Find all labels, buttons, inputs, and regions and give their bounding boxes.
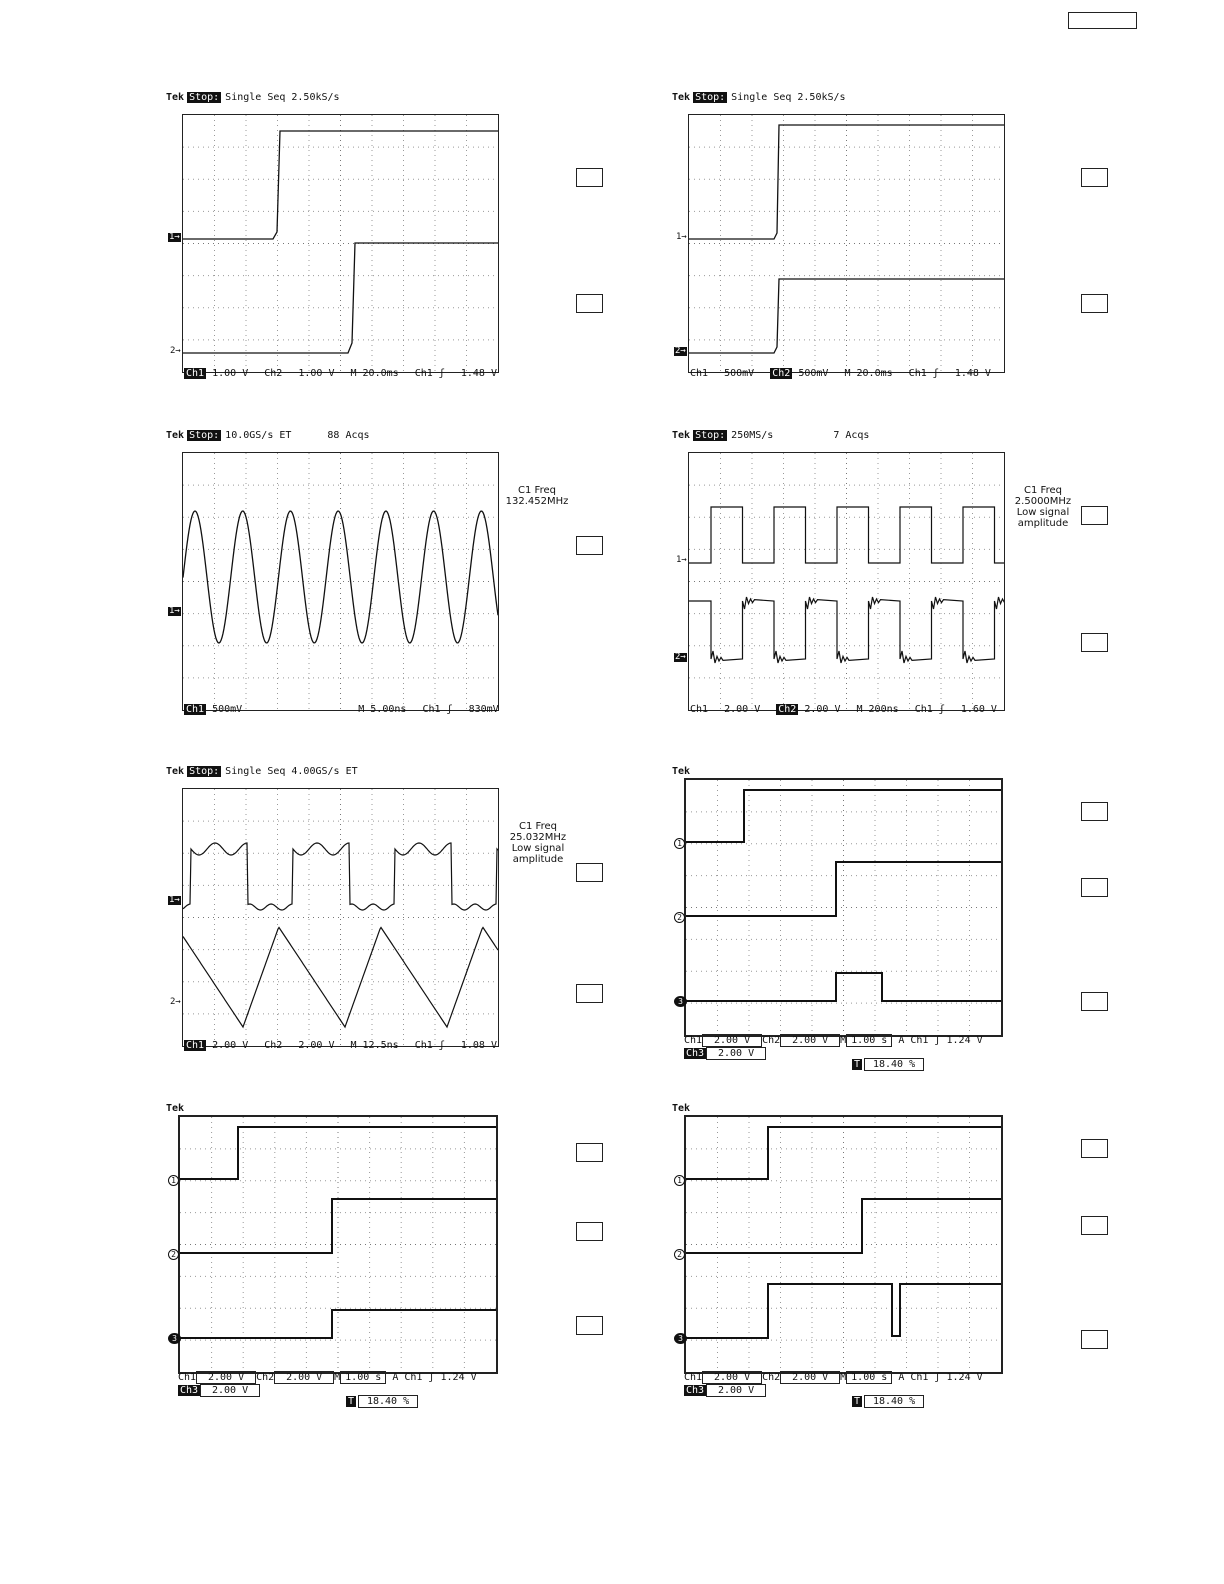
ch1-marker: 1→ bbox=[169, 232, 180, 242]
timebase-label: M bbox=[334, 1372, 341, 1383]
timebase: M 20.0ms bbox=[844, 368, 893, 379]
ch2-label: Ch2 bbox=[778, 704, 797, 715]
ch1-label: Ch1 bbox=[186, 704, 205, 715]
brand-label: Tek bbox=[166, 430, 185, 441]
trigger-level: 1.08 V bbox=[460, 1040, 497, 1051]
waveform-area bbox=[180, 1117, 496, 1372]
ch2-marker: 2 bbox=[674, 1249, 685, 1260]
acq-state: A bbox=[898, 1372, 905, 1383]
ch3-trace bbox=[686, 973, 1001, 1001]
scope-footer bbox=[178, 1371, 477, 1384]
ch2-label: Ch2 bbox=[762, 1035, 781, 1046]
trigger-position bbox=[852, 1058, 924, 1071]
ch1-label: Ch1 bbox=[684, 1372, 703, 1383]
ch2-label: Ch2 bbox=[264, 1040, 283, 1051]
scope-7 bbox=[166, 1101, 526, 1407]
page-number-box bbox=[1068, 12, 1137, 29]
signal-note: Low signal bbox=[1016, 507, 1070, 518]
ch3-trace bbox=[180, 1310, 496, 1338]
scope-footer-row2 bbox=[178, 1384, 260, 1397]
trigger-icon: T bbox=[348, 1396, 355, 1407]
ch1-label: Ch1 bbox=[186, 368, 205, 379]
ch2-trace bbox=[183, 928, 498, 1028]
acq-state: A bbox=[898, 1035, 905, 1046]
callout-box bbox=[1081, 168, 1108, 187]
graticule bbox=[182, 452, 499, 711]
ch2-scale: 2.00 V bbox=[298, 1040, 335, 1051]
freq-value: 2.5000MHz bbox=[1014, 496, 1072, 507]
brand-label: Tek bbox=[672, 1103, 691, 1114]
scope-footer bbox=[684, 1034, 983, 1047]
acq-mode: Single Seq bbox=[225, 92, 286, 103]
trigger-position bbox=[852, 1395, 924, 1408]
brand-label: Tek bbox=[166, 92, 185, 103]
ch2-label: Ch2 bbox=[762, 1372, 781, 1383]
trigger-level: 1.48 V bbox=[954, 368, 991, 379]
timebase: M 200ns bbox=[856, 704, 899, 715]
scope-header bbox=[166, 92, 340, 103]
sample-rate: 10.0GS/s ET bbox=[225, 430, 292, 441]
ch2-scale: 2.00 V bbox=[780, 1371, 840, 1384]
ch3-marker: 3 bbox=[674, 996, 687, 1007]
signal-note: amplitude bbox=[1017, 518, 1069, 529]
status-badge: Stop: bbox=[189, 766, 220, 777]
ch1-label: Ch1 bbox=[186, 1040, 205, 1051]
waveform-area bbox=[689, 453, 1004, 710]
scope-footer bbox=[184, 704, 499, 715]
ch3-label: Ch3 bbox=[686, 1385, 705, 1396]
ch3-scale: 2.00 V bbox=[706, 1047, 766, 1060]
trigger-level: 1.60 V bbox=[960, 704, 997, 715]
callout-box bbox=[576, 536, 603, 555]
callout-box bbox=[1081, 802, 1108, 821]
scope-header bbox=[166, 430, 370, 441]
trigger-source: Ch1 ʃ bbox=[908, 368, 939, 379]
status-badge: Stop: bbox=[189, 92, 220, 103]
callout-box bbox=[1081, 506, 1108, 525]
graticule bbox=[688, 114, 1005, 373]
waveform-area bbox=[689, 115, 1004, 372]
ch1-marker: 1→ bbox=[676, 232, 687, 242]
freq-annotation bbox=[1006, 485, 1080, 529]
waveform-area bbox=[183, 789, 498, 1046]
ch1-marker: 1→ bbox=[169, 606, 180, 616]
brand-label: Tek bbox=[166, 1103, 185, 1114]
trigger-level: 1.24 V bbox=[946, 1035, 983, 1046]
timebase-label: M bbox=[840, 1035, 847, 1046]
callout-box bbox=[576, 863, 603, 882]
status-badge: Stop: bbox=[695, 92, 726, 103]
scope-header bbox=[166, 766, 358, 777]
freq-value: 132.452MHz bbox=[505, 496, 569, 507]
acq-mode: Single Seq bbox=[731, 92, 792, 103]
trigger-icon: T bbox=[854, 1059, 861, 1070]
graticule bbox=[684, 1115, 1003, 1374]
ch1-trace bbox=[689, 125, 1004, 239]
trigger-percent: 18.40 % bbox=[864, 1395, 924, 1408]
sample-rate: 2.50kS/s bbox=[291, 92, 340, 103]
callout-box bbox=[576, 984, 603, 1003]
ch1-label: Ch1 bbox=[684, 1035, 703, 1046]
ch2-scale: 500mV bbox=[798, 368, 829, 379]
ch2-scale: 1.00 V bbox=[298, 368, 335, 379]
graticule bbox=[182, 788, 499, 1047]
callout-box bbox=[1081, 633, 1108, 652]
scope-footer-row2 bbox=[684, 1047, 766, 1060]
graticule bbox=[182, 114, 499, 373]
status-badge: Stop: bbox=[695, 430, 726, 441]
scope-header bbox=[672, 1103, 693, 1114]
scope-footer bbox=[184, 1040, 497, 1051]
ch1-trace bbox=[689, 507, 1004, 563]
ch1-scale: 1.00 V bbox=[212, 368, 249, 379]
ch1-marker: 1→ bbox=[676, 555, 687, 565]
ch2-marker: 2→ bbox=[675, 652, 686, 662]
callout-box bbox=[576, 168, 603, 187]
callout-box bbox=[1081, 992, 1108, 1011]
brand-label: Tek bbox=[672, 430, 691, 441]
ch2-marker: 2→ bbox=[170, 346, 181, 356]
freq-value: 25.032MHz bbox=[509, 832, 567, 843]
timebase: 1.00 s bbox=[846, 1371, 892, 1384]
scope-footer-row2 bbox=[684, 1384, 766, 1397]
waveform-area bbox=[183, 115, 498, 372]
graticule bbox=[688, 452, 1005, 711]
scope-footer bbox=[690, 368, 991, 379]
signal-note: Low signal bbox=[511, 843, 565, 854]
timebase: M 5.00ns bbox=[358, 704, 407, 715]
freq-annotation bbox=[502, 485, 572, 507]
freq-label: C1 Freq bbox=[519, 821, 557, 832]
ch3-label: Ch3 bbox=[686, 1048, 705, 1059]
sample-rate: 4.00GS/s ET bbox=[291, 766, 358, 777]
ch2-scale: 2.00 V bbox=[804, 704, 841, 715]
graticule bbox=[178, 1115, 498, 1374]
timebase-label: M bbox=[840, 1372, 847, 1383]
trigger-percent: 18.40 % bbox=[358, 1395, 418, 1408]
trigger-level: 830mV bbox=[468, 704, 499, 715]
ch1-marker: 1 bbox=[674, 838, 685, 849]
brand-label: Tek bbox=[166, 766, 185, 777]
trigger-source: Ch1 ʃ bbox=[914, 704, 945, 715]
ch1-scale: 500mV bbox=[212, 704, 243, 715]
trigger-position bbox=[346, 1395, 418, 1408]
scope-footer bbox=[690, 704, 997, 715]
acq-count: 7 Acqs bbox=[833, 430, 870, 441]
callout-box bbox=[576, 1316, 603, 1335]
trigger-source: Ch1 ʃ bbox=[414, 1040, 445, 1051]
scope-2 bbox=[672, 90, 1032, 390]
ch3-label: Ch3 bbox=[180, 1385, 199, 1396]
acq-mode: Single Seq bbox=[225, 766, 286, 777]
trigger-icon: T bbox=[854, 1396, 861, 1407]
ch1-scale: 2.00 V bbox=[212, 1040, 249, 1051]
ch1-marker: 1 bbox=[168, 1175, 179, 1186]
ch1-scale: 2.00 V bbox=[702, 1371, 762, 1384]
signal-note: amplitude bbox=[512, 854, 564, 865]
ch1-scale: 2.00 V bbox=[196, 1371, 256, 1384]
timebase: M 20.0ms bbox=[350, 368, 399, 379]
ch2-marker: 2 bbox=[674, 912, 685, 923]
ch2-trace bbox=[183, 243, 498, 353]
callout-box bbox=[576, 1143, 603, 1162]
scope-footer bbox=[684, 1371, 983, 1384]
trigger-source: Ch1 ʃ bbox=[422, 704, 453, 715]
scope-header bbox=[672, 430, 869, 441]
timebase: 1.00 s bbox=[340, 1371, 386, 1384]
trigger-percent: 18.40 % bbox=[864, 1058, 924, 1071]
ch1-label: Ch1 bbox=[178, 1372, 197, 1383]
callout-box bbox=[1081, 878, 1108, 897]
ch2-label: Ch2 bbox=[772, 368, 791, 379]
waveform-area bbox=[686, 780, 1001, 1035]
timebase: 1.00 s bbox=[846, 1034, 892, 1047]
scope-6 bbox=[672, 764, 1032, 1070]
ch1-marker: 1 bbox=[674, 1175, 685, 1186]
callout-box bbox=[1081, 294, 1108, 313]
callout-box bbox=[1081, 1216, 1108, 1235]
scope-header bbox=[672, 92, 846, 103]
callout-box bbox=[576, 1222, 603, 1241]
freq-label: C1 Freq bbox=[1024, 485, 1062, 496]
ch3-scale: 2.00 V bbox=[706, 1384, 766, 1397]
ch2-label: Ch2 bbox=[264, 368, 283, 379]
trigger-source: Ch1 ʃ bbox=[414, 368, 445, 379]
scope-header bbox=[166, 1103, 187, 1114]
trigger-level: 1.24 V bbox=[946, 1372, 983, 1383]
ch2-marker: 2 bbox=[168, 1249, 179, 1260]
trigger-source: Ch1 ʃ bbox=[910, 1372, 941, 1383]
sample-rate: 2.50kS/s bbox=[797, 92, 846, 103]
scope-8 bbox=[672, 1101, 1032, 1407]
ch3-marker: 3 bbox=[168, 1333, 181, 1344]
callout-box bbox=[1081, 1330, 1108, 1349]
scope-3 bbox=[166, 428, 569, 728]
callout-box bbox=[576, 294, 603, 313]
waveform-area bbox=[686, 1117, 1001, 1372]
scope-5 bbox=[166, 764, 567, 1064]
ch2-scale: 2.00 V bbox=[274, 1371, 334, 1384]
graticule bbox=[684, 778, 1003, 1037]
ch2-scale: 2.00 V bbox=[780, 1034, 840, 1047]
ch1-scale: 2.00 V bbox=[702, 1034, 762, 1047]
freq-label: C1 Freq bbox=[518, 485, 556, 496]
trigger-level: 1.24 V bbox=[440, 1372, 477, 1383]
ch3-scale: 2.00 V bbox=[200, 1384, 260, 1397]
acq-count: 88 Acqs bbox=[327, 430, 370, 441]
scope-header bbox=[672, 766, 693, 777]
brand-label: Tek bbox=[672, 766, 691, 777]
ch3-marker: 3 bbox=[674, 1333, 687, 1344]
ch1-scale: 500mV bbox=[724, 368, 755, 379]
brand-label: Tek bbox=[672, 92, 691, 103]
trigger-level: 1.48 V bbox=[460, 368, 497, 379]
ch2-marker: 2→ bbox=[170, 997, 181, 1007]
ch1-scale: 2.00 V bbox=[724, 704, 761, 715]
scope-4 bbox=[672, 428, 1072, 728]
ch2-label: Ch2 bbox=[256, 1372, 275, 1383]
callout-box bbox=[1081, 1139, 1108, 1158]
acq-state: A bbox=[392, 1372, 399, 1383]
ch1-marker: 1→ bbox=[169, 895, 180, 905]
ch1-label: Ch1 bbox=[690, 704, 709, 715]
trigger-source: Ch1 ʃ bbox=[404, 1372, 435, 1383]
sample-rate: 250MS/s bbox=[731, 430, 774, 441]
freq-annotation bbox=[502, 821, 574, 865]
ch1-label: Ch1 bbox=[690, 368, 709, 379]
status-badge: Stop: bbox=[189, 430, 220, 441]
timebase: M 12.5ns bbox=[350, 1040, 399, 1051]
trigger-source: Ch1 ʃ bbox=[910, 1035, 941, 1046]
ch2-marker: 2→ bbox=[675, 346, 686, 356]
scope-1 bbox=[166, 90, 526, 390]
waveform-area bbox=[183, 453, 498, 710]
scope-footer bbox=[184, 368, 497, 379]
